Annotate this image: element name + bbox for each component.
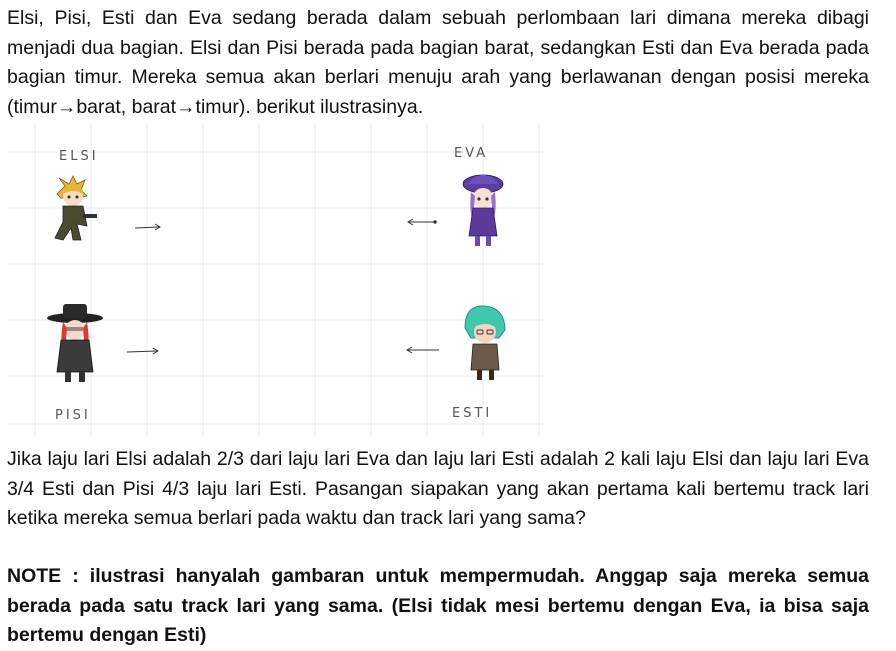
intro-paragraph: Elsi, Pisi, Esti dan Eva sedang berada dalam sebuah perlombaan lari dimana mereka dibagi menjadi dua bagian. Elsi dan Pisi berada pada bagian barat, sedangkan Esti dan Eva berada pada bagian timur. Mereka semua akan berlari menuju arah yang berlawanan dengan posisi mereka (timur→barat, barat→timur). berikut ilustrasinya. xyxy=(7,7,869,118)
eva-character xyxy=(463,175,503,246)
esti-character xyxy=(465,306,505,380)
arrow-eva-west xyxy=(408,219,436,225)
note-paragraph: NOTE : ilustrasi hanyalah gambaran untuk mempermudah. Anggap saja mereka semua berada pada satu track lari yang sama. (Elsi tidak mesi bertemu dengan Eva, ia bisa saja bertemu dengan Esti) xyxy=(7,565,869,646)
grid-background xyxy=(7,124,545,436)
question-paragraph: Jika laju lari Elsi adalah 2/3 dari laju lari Eva dan laju lari Esti adalah 2 kali laju Elsi dan laju lari Eva 3/4 Esti dan Pisi 4/3 laju lari Esti. Pasangan siapakan yang akan pertama kali bertemu track lari ketika mereka semua berlari pada waktu dan track lari yang sama? xyxy=(7,448,869,529)
running-illustration xyxy=(7,124,545,436)
label-esti: ESTI xyxy=(452,406,493,421)
arrow-esti-west xyxy=(407,347,439,353)
label-elsi: ELSI xyxy=(59,149,99,164)
arrow-pisi-east xyxy=(127,348,158,354)
label-pisi: PISI xyxy=(55,408,91,423)
pisi-character xyxy=(47,304,103,382)
label-eva: EVA xyxy=(454,146,489,161)
